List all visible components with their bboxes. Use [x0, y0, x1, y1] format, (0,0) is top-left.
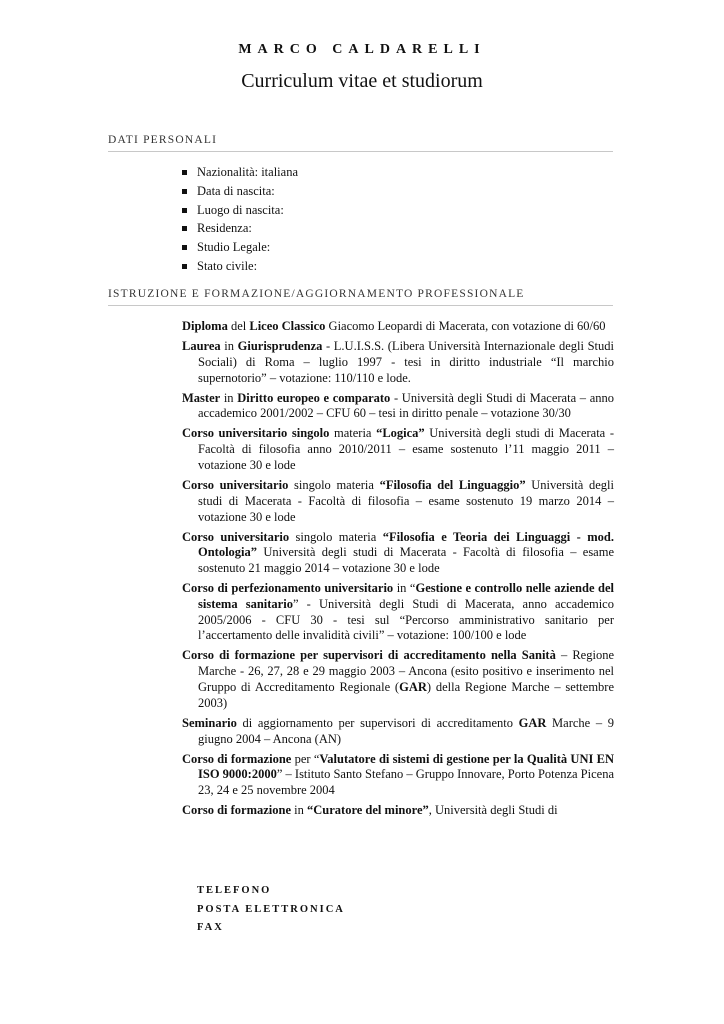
entry-text: in: [220, 390, 238, 405]
entry-bold-text: Gestione e controllo nelle aziende del sistema sanitario: [198, 581, 614, 611]
education-entry: [182, 648, 614, 711]
entry-text: Università degli studi di Macerata - Facoltà di filosofia – esame sostenuto 19 marzo 2014 – votazione 30 e lode: [198, 477, 614, 524]
entry-text: ” - Università degli Studi di Macerata, anno accademico 2005/2006 - CFU 30 - tesi sul “Percorso amministrativo sanitario per l’accertamento delle invalidità civili” – votazione: 100/100 e lode: [198, 596, 614, 643]
label-posta-elettronica: POSTA ELETTRONICA: [197, 903, 345, 915]
education-entry: [182, 426, 614, 473]
list-item: Data di nascita:: [182, 182, 298, 201]
entry-text: Università degli studi di Macerata - Facoltà di filosofia anno 2010/2011 – esame sostenuto l’11 maggio 2011 – votazione 30 e lode: [198, 426, 614, 472]
entry-bold-text: “Curatore del minore”: [307, 803, 429, 818]
entry-text: singolo materia: [288, 477, 380, 492]
entry-text: – Regione Marche - 26, 27, 28 e 29 maggio 2003 – Ancona (esito positivo e inserimento nel Gruppo di Accreditamento Regionale (: [198, 648, 614, 695]
entry-text: Università degli studi di Macerata - Facoltà di filosofia – esame sostenuto 21 maggio 2014 – votazione 30 e lode: [198, 545, 614, 576]
entry-text: - Università degli Studi di Macerata – anno accademico 2001/2002 – CFU 60 – tesi in diritto penale – votazione 30/30: [198, 390, 614, 421]
education-entry: [182, 752, 614, 799]
list-item: Stato civile:: [182, 257, 298, 276]
entry-bold-text: Master: [182, 390, 221, 405]
entry-text: del: [227, 319, 250, 333]
entry-bold-text: Corso universitario singolo: [182, 426, 330, 441]
list-item: Nazionalità: italiana: [182, 163, 298, 182]
cv-subtitle: Curriculum vitae et studiorum: [241, 70, 483, 92]
entry-text: in “: [393, 581, 416, 596]
education-entry: [182, 716, 614, 748]
section-title-personal: DATI PERSONALI: [108, 134, 613, 152]
entry-text: in: [220, 338, 238, 353]
list-item: Residenza:: [182, 219, 298, 238]
education-entry: [182, 391, 614, 423]
cv-name: MARCO CALDARELLI: [238, 42, 486, 57]
entry-bold-text: “Logica”: [376, 426, 425, 441]
entry-bold-text: Diploma: [182, 319, 228, 333]
entry-bold-text: GAR: [399, 680, 427, 695]
entry-bold-text: Laurea: [182, 338, 221, 353]
entry-bold-text: Corso di formazione: [182, 751, 292, 766]
entry-text: materia: [329, 426, 377, 441]
label-fax: FAX: [197, 922, 224, 933]
contact-labels: [197, 882, 345, 938]
entry-bold-text: Corso universitario: [182, 529, 290, 544]
entry-text: ) della Regione Marche – settembre 2003): [198, 680, 614, 710]
entry-text: in: [291, 803, 307, 818]
education-entry: [182, 478, 614, 525]
entry-bold-text: Giurisprudenza: [237, 338, 323, 353]
entry-bold-text: Liceo Classico: [249, 319, 326, 333]
entry-bold-text: “Filosofia e Teoria dei Linguaggi - mod. Ontologia”: [198, 529, 614, 560]
education-entry: [182, 319, 614, 335]
entry-text: Marche – 9 giugno 2004 – Ancona (AN): [198, 715, 614, 746]
entry-text: per “: [291, 751, 320, 766]
entry-bold-text: Corso di formazione: [182, 803, 292, 818]
entry-text: di aggiornamento per supervisori di accreditamento: [236, 715, 519, 730]
entry-bold-text: Corso universitario: [182, 477, 289, 492]
entry-text: , Università degli Studi di: [428, 803, 558, 818]
list-item: Luogo di nascita:: [182, 201, 298, 220]
entry-bold-text: Corso di perfezionamento universitario: [182, 581, 394, 596]
education-entry: [182, 339, 614, 386]
list-item: Studio Legale:: [182, 238, 298, 257]
entry-text: ” – Istituto Santo Stefano – Gruppo Innovare, Porto Potenza Picena 23, 24 e 25 novembre 2004: [198, 767, 614, 798]
entry-bold-text: Corso di formazione per supervisori di accreditamento nella Sanità: [182, 648, 556, 663]
section-title-education: ISTRUZIONE E FORMAZIONE/AGGIORNAMENTO PROFESSIONALE: [108, 288, 613, 306]
entry-text: Giacomo Leopardi di Macerata, con votazione di 60/60: [325, 319, 606, 333]
entry-bold-text: “Filosofia del Linguaggio”: [379, 477, 526, 492]
entry-bold-text: Valutatore di sistemi di gestione per la Qualità UNI EN ISO 9000:2000: [198, 751, 614, 782]
entry-bold-text: Seminario: [182, 715, 237, 730]
entry-text: - L.U.I.S.S. (Libera Università Internazionale degli Studi Sociali) di Roma – luglio 1997 - tesi in diritto industriale “Il marchio supernotorio” – votazione: 110/110 e lode.: [198, 338, 614, 385]
entry-text: singolo materia: [289, 529, 383, 544]
education-entry: [182, 530, 614, 577]
entry-bold-text: Diritto europeo e comparato: [237, 390, 391, 405]
label-telefono: TELEFONO: [197, 885, 272, 896]
education-list: [182, 319, 614, 823]
education-entry: [182, 581, 614, 644]
entry-bold-text: GAR: [518, 715, 547, 730]
personal-data-list: [182, 163, 298, 276]
education-entry: [182, 803, 614, 819]
